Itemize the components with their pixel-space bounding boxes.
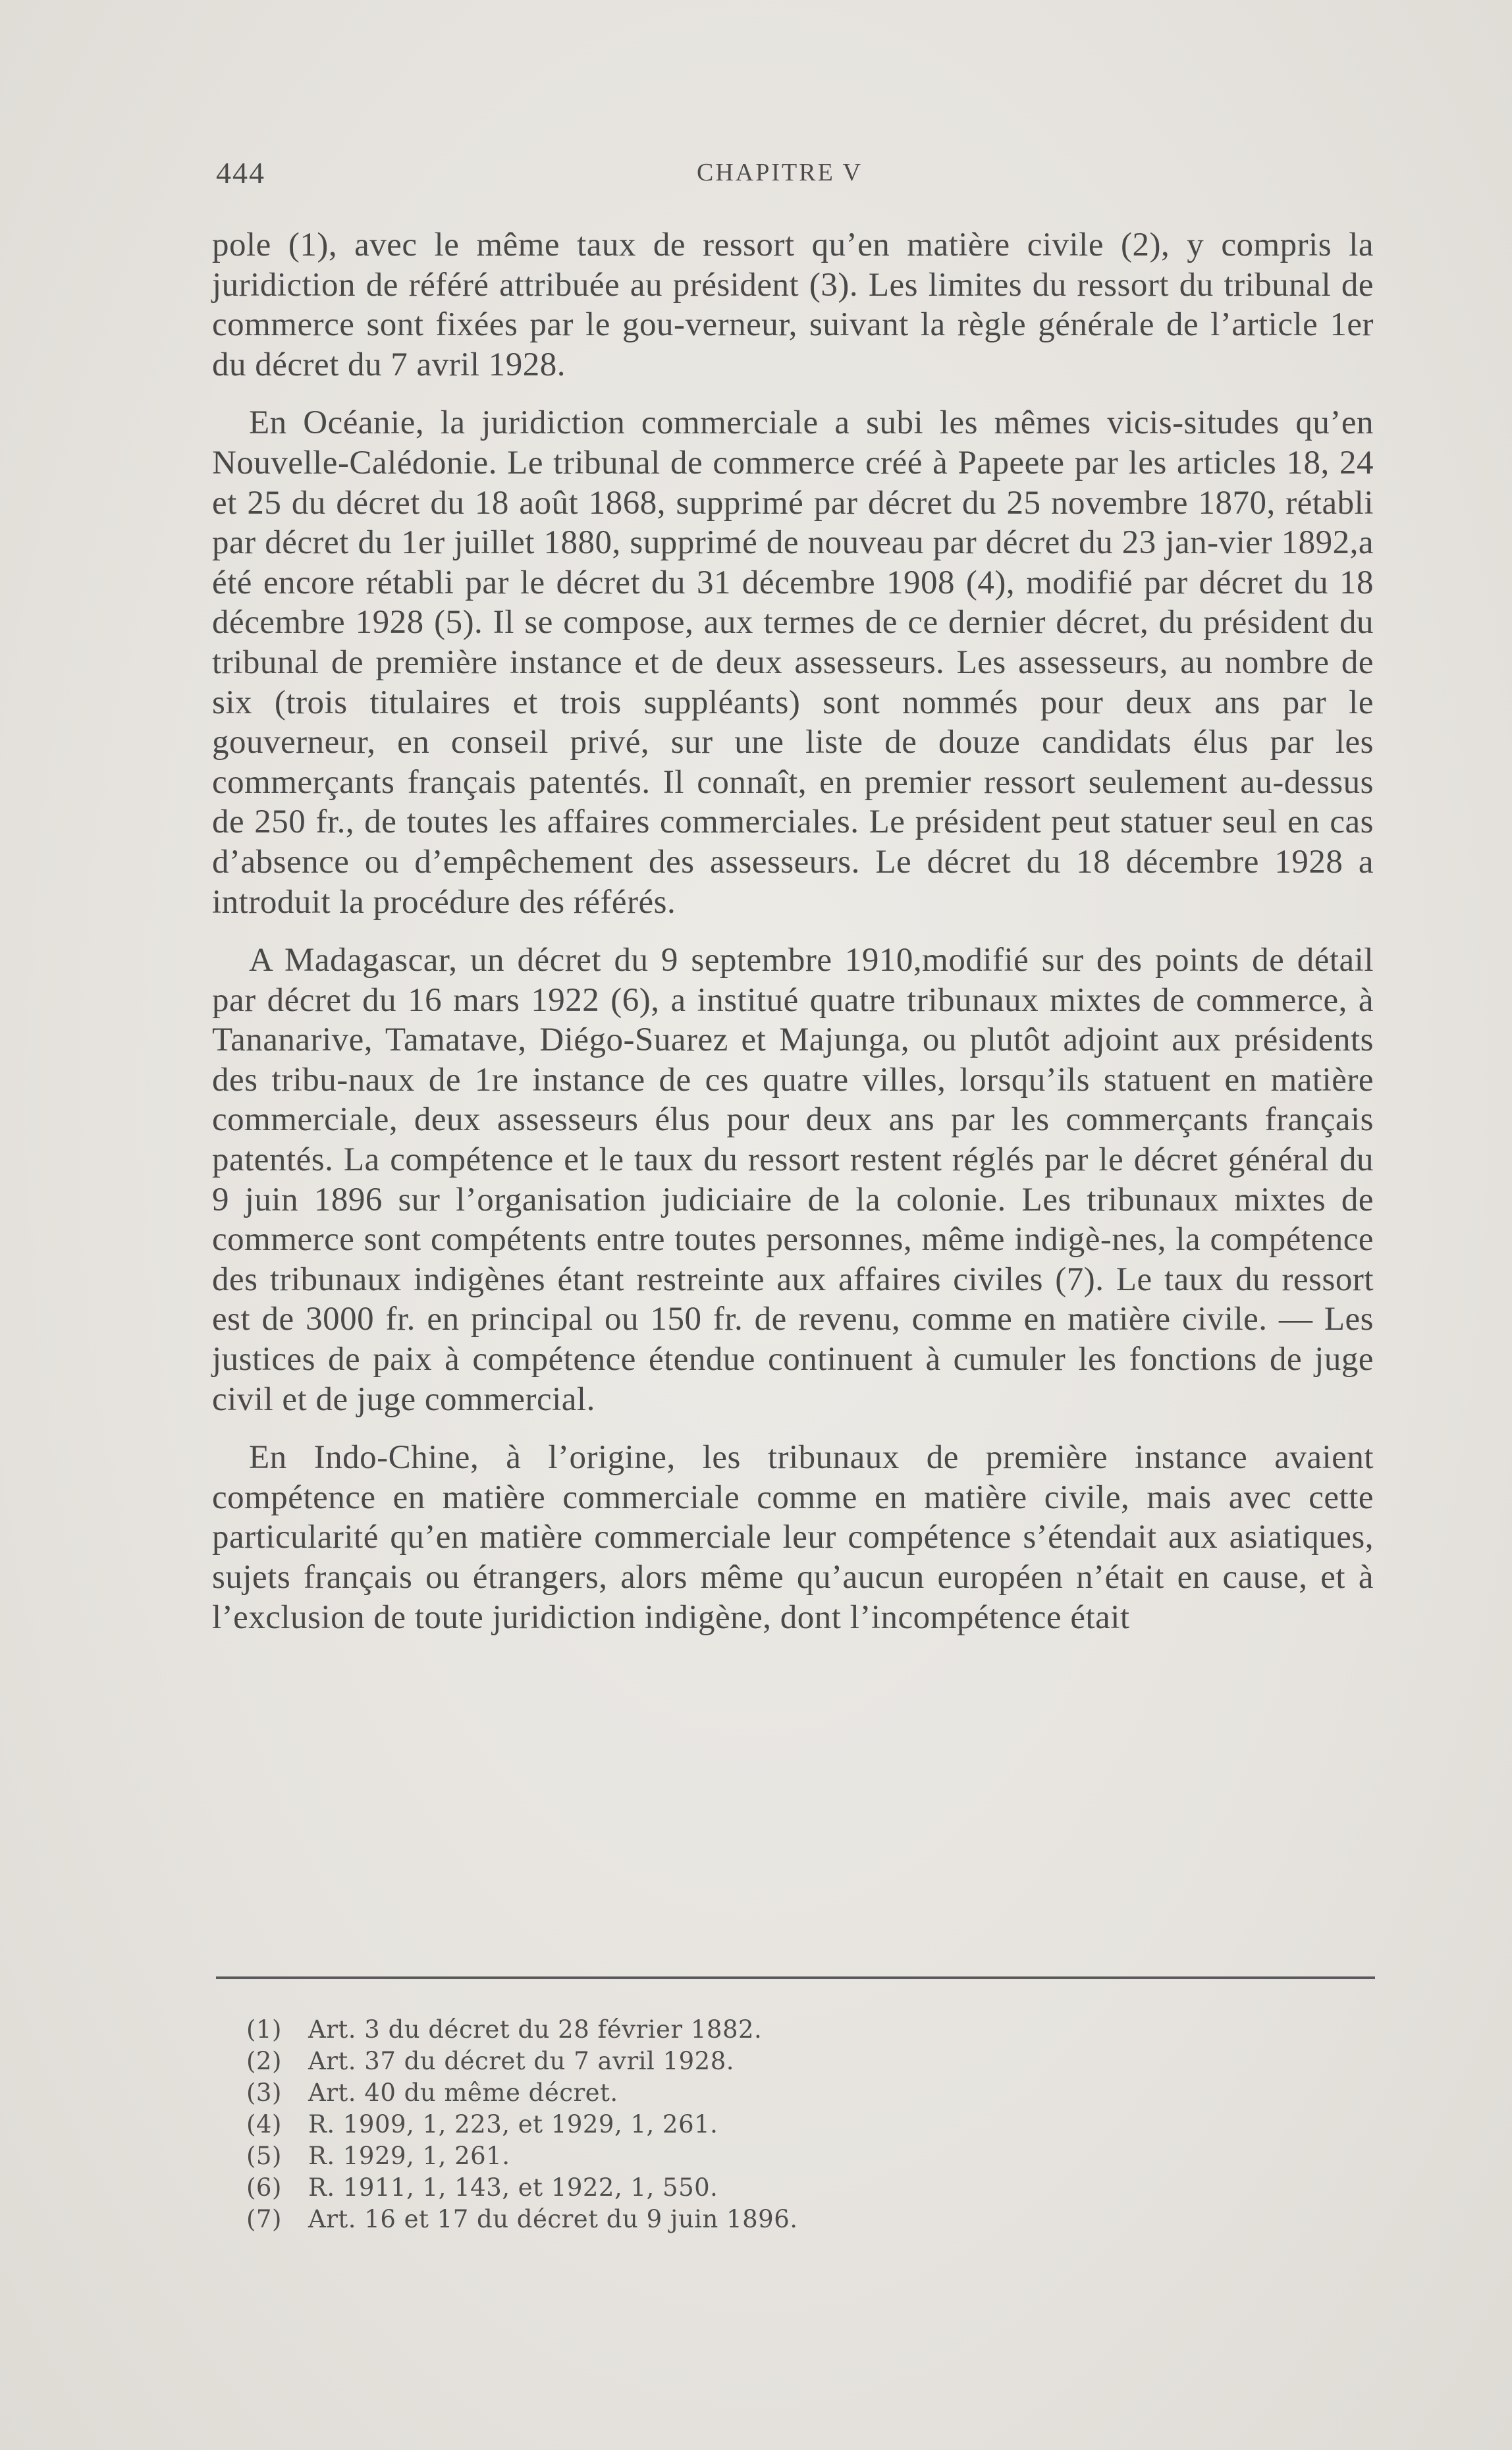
footnote-text: R. 1929, 1, 261. (308, 2142, 510, 2170)
footnotes (246, 2014, 1366, 2235)
paragraph: En Indo-Chine, à l’origine, les tribunaux de première instance avaient compétence en matière commerciale comme en matière civile, mais avec cette particularité qu’en matière commerciale leur compétence s’étendait aux asiatiques, sujets français ou étrangers, alors même qu’aucun européen n’était en cause, et à l’exclusion de toute juridiction indigène, dont l’incompétence était (212, 1439, 1374, 1636)
paragraph: A Madagascar, un décret du 9 septembre 1910,modifié sur des points de détail par décret du 16 mars 1922 (6), a institué quatre tribunaux mixtes de commerce, à Tananarive, Tamatave, Diégo-Suarez et Majunga, ou plutôt adjoint aux présidents des tribu-naux de 1re instance de ces quatre villes, lorsqu’ils statuent en matière commerciale, deux assesseurs élus pour deux ans par les commerçants français patentés. La compétence et le taux du ressort restent réglés par le décret général du 9 juin 1896 sur l’organisation judiciaire de la colonie. Les tribunaux mixtes de commerce sont compétents entre toutes personnes, même indigè-nes, la compétence des tribunaux indigènes étant restreinte aux affaires civiles (7). Le taux du ressort est de 3000 fr. en principal ou 150 fr. de revenu, comme en matière civile. — Les justices de paix à compétence étendue continuent à cumuler les fonctions de juge civil et de juge commercial. (212, 942, 1374, 1418)
footnote (246, 2109, 1366, 2140)
paragraph: pole (1), avec le même taux de ressort qu’en matière civile (2), y compris la juridiction de référé attribuée au président (3). Les limites du ressort du tribunal de commerce sont fixées par le gou-verneur, suivant la règle générale de l’article 1er du décret du 7 avril 1928. (212, 227, 1374, 383)
footnote (246, 2046, 1366, 2077)
footnote-number: (1) (246, 2015, 282, 2044)
footnote-number: (4) (246, 2110, 282, 2138)
footnote-number: (7) (246, 2205, 282, 2233)
footnote (246, 2014, 1366, 2046)
footnote-text: Art. 16 et 17 du décret du 9 juin 1896. (308, 2205, 798, 2233)
footnote (246, 2172, 1366, 2204)
footnote-number: (3) (246, 2079, 282, 2107)
footnote-text: Art. 40 du même décret. (308, 2079, 618, 2107)
footnote (246, 2077, 1366, 2109)
page-header (216, 155, 1375, 195)
footnote-text: R. 1911, 1, 143, et 1922, 1, 550. (308, 2173, 718, 2202)
footnote-rule (216, 1976, 1375, 1979)
page-number: 444 (216, 156, 265, 190)
footnote-number: (6) (246, 2173, 282, 2202)
footnote-text: Art. 3 du décret du 28 février 1882. (308, 2015, 763, 2044)
footnote-number: (5) (246, 2142, 282, 2170)
footnote (246, 2204, 1366, 2235)
paragraph: En Océanie, la juridiction commerciale a subi les mêmes vicis-situdes qu’en Nouvelle-Calédonie. Le tribunal de commerce créé à Papeete par les articles 18, 24 et 25 du décret du 18 août 1868, supprimé par décret du 25 novembre 1870, rétabli par décret du 1er juillet 1880, supprimé de nouveau par décret du 23 jan-vier 1892,a été encore rétabli par le décret du 31 décembre 1908 (4), modifié par décret du 18 décembre 1928 (5). Il se compose, aux termes de ce dernier décret, du président du tribunal de première instance et de deux assesseurs. Les assesseurs, au nombre de six (trois titulaires et trois suppléants) sont nommés pour deux ans par le gouverneur, en conseil privé, sur une liste de douze candidats élus par les commerçants français patentés. Il connaît, en premier ressort seulement au-dessus de 250 fr., de toutes les affaires commerciales. Le président peut statuer seul en cas d’absence ou d’empêchement des assesseurs. Le décret du 18 décembre 1928 a introduit la procédure des référés. (212, 404, 1374, 921)
footnote-text: R. 1909, 1, 223, et 1929, 1, 261. (308, 2110, 718, 2138)
body-text (212, 225, 1374, 1656)
footnote (246, 2140, 1366, 2172)
footnote-text: Art. 37 du décret du 7 avril 1928. (308, 2047, 735, 2075)
running-head: CHAPITRE V (697, 159, 863, 186)
footnote-number: (2) (246, 2047, 282, 2075)
